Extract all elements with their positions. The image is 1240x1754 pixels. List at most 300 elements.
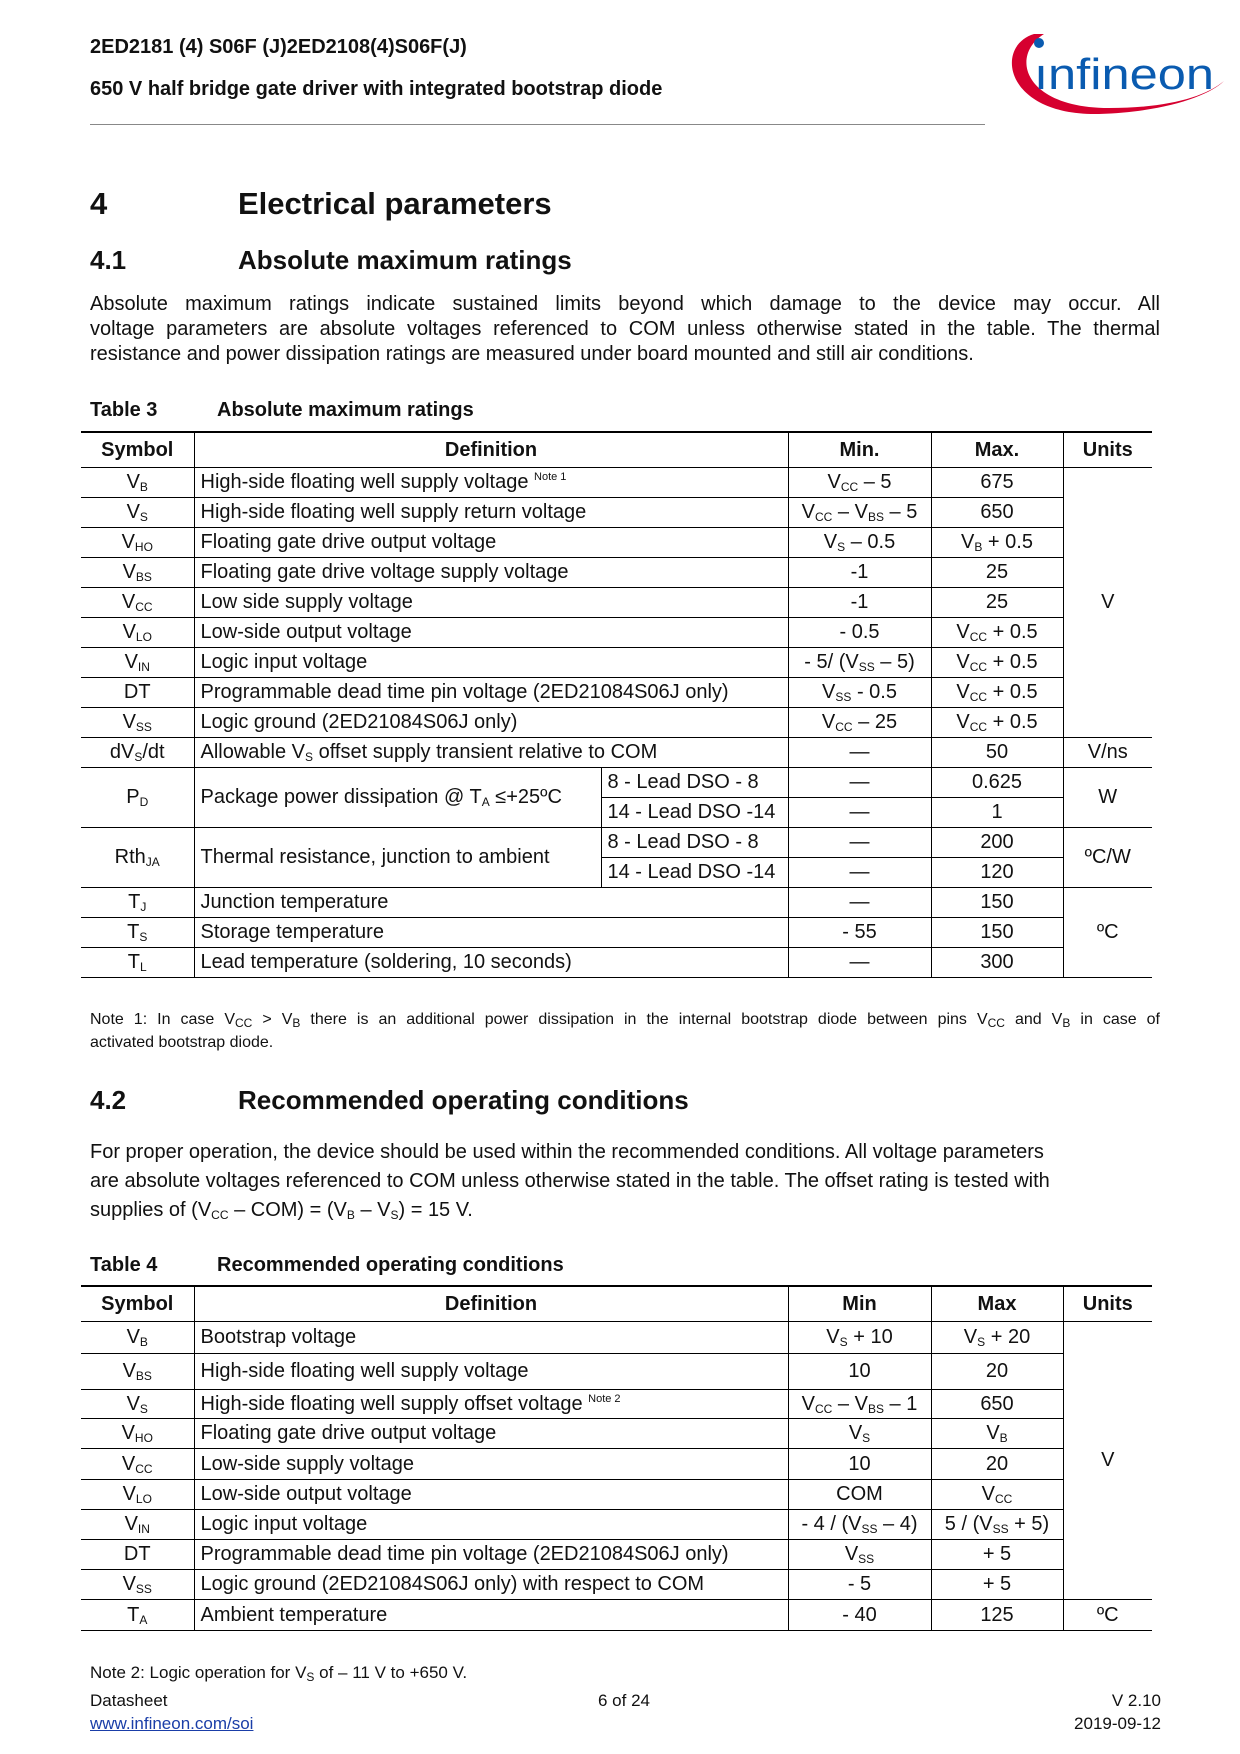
text-segment: + 0.5 <box>982 531 1033 553</box>
text-segment: 8 - Lead DSO - 8 <box>607 771 759 793</box>
max-cell <box>931 1449 1063 1480</box>
text-segment: voltage parameters are absolute voltages referenced to COM unless otherwise stated in the table. The thermal <box>90 318 1160 340</box>
text-segment: T <box>127 951 141 973</box>
table-row <box>81 1600 1152 1631</box>
text-segment: 14 - Lead DSO -14 <box>607 801 776 823</box>
text-segment: Floating gate drive output voltage <box>200 531 497 553</box>
text-segment: 20 <box>985 1360 1009 1382</box>
text-segment: V <box>122 711 136 733</box>
text-segment: Programmable dead time pin voltage (2ED21084S06J only) <box>200 681 729 703</box>
text-segment: Bootstrap voltage <box>200 1326 357 1348</box>
text-segment: V <box>126 1326 140 1348</box>
text-segment: - 5/ (V <box>804 651 859 673</box>
text-segment: Floating gate drive output voltage <box>200 1422 497 1444</box>
min-cell <box>788 498 931 528</box>
text-segment: Logic ground (2ED21084S06J only) with respect to COM <box>200 1573 705 1595</box>
symbol-cell <box>81 1449 194 1480</box>
min-cell <box>788 1600 931 1631</box>
section-4-2-number: 4.2 <box>90 1085 127 1115</box>
text-segment: -1 <box>850 561 869 583</box>
symbol-cell <box>81 498 194 528</box>
package-cell <box>601 798 788 828</box>
max-cell <box>931 1480 1063 1510</box>
table-header-row <box>81 1286 1152 1322</box>
header-min: Min <box>788 1286 931 1322</box>
definition-cell <box>194 1354 788 1390</box>
min-cell <box>788 1419 931 1449</box>
min-cell <box>788 1449 931 1480</box>
text-segment: — <box>849 831 870 853</box>
subscript: S <box>977 1335 986 1349</box>
text-segment: DT <box>123 1543 151 1565</box>
symbol-cell <box>81 918 194 948</box>
package-cell <box>601 828 788 858</box>
table-row <box>81 498 1152 528</box>
subscript: B <box>1062 1016 1071 1030</box>
definition-cell <box>194 1419 788 1449</box>
max-cell <box>931 918 1063 948</box>
subscript: CC <box>235 1016 253 1030</box>
section-4-number: 4 <box>90 186 108 221</box>
symbol-cell <box>81 888 194 918</box>
symbol-cell <box>81 648 194 678</box>
footer-date: 2019-09-12 <box>1074 1714 1161 1733</box>
text-segment: Logic input voltage <box>200 1513 368 1535</box>
subscript: SS <box>135 1582 152 1596</box>
text-segment: V <box>126 1392 140 1415</box>
definition-cell <box>194 648 788 678</box>
max-cell <box>931 498 1063 528</box>
package-cell <box>601 858 788 888</box>
min-cell <box>788 858 931 888</box>
text-segment: V <box>122 621 136 643</box>
subscript: SS <box>835 690 852 704</box>
subscript: SS <box>861 1522 878 1536</box>
text-segment: - 5 <box>847 1573 872 1595</box>
subscript: SS <box>992 1522 1009 1536</box>
max-cell <box>931 948 1063 978</box>
text-segment: Package power dissipation @ T <box>200 786 482 808</box>
text-segment: 50 <box>985 741 1009 763</box>
min-cell <box>788 678 931 708</box>
max-cell <box>931 1510 1063 1540</box>
header-definition: Definition <box>194 432 788 468</box>
min-cell <box>788 1510 931 1540</box>
subscript: CC <box>211 1208 229 1222</box>
min-cell <box>788 1540 931 1570</box>
definition-cell <box>194 1390 788 1419</box>
subscript: IN <box>137 1522 150 1536</box>
table-3-caption <box>90 399 474 422</box>
table-row <box>81 828 1152 858</box>
text-line <box>90 1167 1160 1196</box>
subscript: S <box>134 750 143 764</box>
text-segment: V <box>121 1422 135 1444</box>
subscript: CC <box>815 1401 833 1416</box>
table-row <box>81 1390 1152 1419</box>
subscript: BS <box>867 510 884 524</box>
text-line <box>90 342 1160 367</box>
max-cell <box>931 468 1063 498</box>
max-cell <box>931 858 1063 888</box>
table-row <box>81 918 1152 948</box>
text-segment: P <box>126 786 140 808</box>
min-cell <box>788 528 931 558</box>
definition-cell <box>194 1322 788 1354</box>
symbol-cell <box>81 768 194 828</box>
max-cell <box>931 738 1063 768</box>
subscript: S <box>839 1335 848 1349</box>
text-segment: resistance and power dissipation ratings are measured under board mounted and still air conditions. <box>90 343 974 365</box>
table-row <box>81 1480 1152 1510</box>
symbol-cell <box>81 1419 194 1449</box>
text-segment: - 40 <box>842 1603 877 1626</box>
table-row <box>81 1510 1152 1540</box>
units-cell: ºC <box>1063 888 1152 978</box>
text-segment: 10 <box>848 1452 871 1475</box>
text-segment: V <box>963 1326 978 1348</box>
subscript: HO <box>134 1431 153 1445</box>
symbol-cell <box>81 738 194 768</box>
text-segment: Absolute maximum ratings indicate sustained limits beyond which damage to the device may occur. All <box>90 293 1160 315</box>
max-cell <box>931 798 1063 828</box>
footer-version: V 2.10 <box>1111 1691 1161 1710</box>
text-line <box>90 1196 1160 1225</box>
header-definition: Definition <box>194 1286 788 1322</box>
section-4-2-title: Recommended operating conditions <box>238 1085 689 1115</box>
symbol-cell <box>81 558 194 588</box>
definition-cell <box>194 678 788 708</box>
definition-cell <box>194 1449 788 1480</box>
min-cell <box>788 798 931 828</box>
recommended-operating-conditions-table <box>81 1285 1152 1631</box>
text-segment: supplies of (V <box>90 1199 212 1221</box>
table-row <box>81 588 1152 618</box>
text-segment: — <box>849 951 870 973</box>
symbol-cell <box>81 1510 194 1540</box>
definition-cell <box>194 468 788 498</box>
subscript: SS <box>135 720 152 734</box>
text-segment: V <box>122 1483 136 1505</box>
text-segment: V <box>124 651 138 673</box>
text-segment: — <box>849 801 870 823</box>
subscript: S <box>862 1431 871 1445</box>
definition-cell <box>194 1510 788 1540</box>
min-cell <box>788 558 931 588</box>
min-cell <box>788 648 931 678</box>
text-segment: + 5 <box>982 1543 1012 1565</box>
units-cell: W <box>1063 768 1152 828</box>
text-segment: 25 <box>985 561 1009 583</box>
text-segment: V <box>986 1422 1000 1444</box>
text-segment: V <box>844 1543 859 1565</box>
text-segment: Storage temperature <box>200 921 384 943</box>
text-segment: V <box>956 621 970 643</box>
note-2 <box>90 1660 1160 1685</box>
subscript: HO <box>134 540 153 554</box>
subscript: CC <box>815 510 833 524</box>
text-segment: - 0.5 <box>839 621 880 643</box>
text-segment: High-side floating well supply offset voltage <box>200 1392 589 1415</box>
definition-cell <box>194 918 788 948</box>
table-row <box>81 558 1152 588</box>
header-symbol: Symbol <box>81 1286 194 1322</box>
table-row <box>81 1570 1152 1600</box>
units-cell: V <box>1063 1322 1152 1600</box>
max-cell <box>931 1600 1063 1631</box>
subscript: IN <box>137 660 150 674</box>
symbol-cell <box>81 948 194 978</box>
definition-cell <box>194 528 788 558</box>
min-cell <box>788 1480 931 1510</box>
text-segment: V <box>821 711 836 733</box>
text-segment: – 4) <box>877 1513 918 1535</box>
units-cell: ºC <box>1063 1600 1152 1631</box>
header-max: Max. <box>931 432 1063 468</box>
text-segment: - 0.5 <box>851 681 897 703</box>
subscript: CC <box>969 690 988 704</box>
min-cell <box>788 618 931 648</box>
table-4-number: Table 4 <box>90 1254 158 1276</box>
subscript: BS <box>135 570 152 584</box>
max-cell <box>931 618 1063 648</box>
symbol-cell <box>81 678 194 708</box>
subscript: CC <box>969 630 988 644</box>
text-segment: Programmable dead time pin voltage (2ED21084S06J only) <box>200 1543 729 1565</box>
text-segment: Note 1: In case V <box>90 1011 235 1028</box>
table-row <box>81 618 1152 648</box>
definition-cell <box>194 498 788 528</box>
max-cell <box>931 588 1063 618</box>
subscript: A <box>481 795 490 809</box>
subscript: B <box>999 1431 1008 1445</box>
document-subtitle: 650 V half bridge gate driver with integrated bootstrap diode <box>90 78 663 100</box>
note-reference: Note 1 <box>534 471 567 483</box>
min-cell <box>788 948 931 978</box>
text-segment: Allowable V <box>200 741 306 763</box>
subscript: S <box>390 1208 399 1222</box>
min-cell <box>788 1354 931 1390</box>
text-segment: + 0.5 <box>987 651 1038 673</box>
symbol-cell <box>81 828 194 888</box>
max-cell <box>931 1419 1063 1449</box>
text-segment: 0.625 <box>971 771 1023 793</box>
table-row <box>81 648 1152 678</box>
text-segment: Low-side supply voltage <box>200 1452 414 1475</box>
text-segment: Logic input voltage <box>200 651 368 673</box>
text-segment: offset supply transient relative to COM <box>313 741 658 763</box>
symbol-cell <box>81 1540 194 1570</box>
footer-website-link[interactable]: www.infineon.com/soi <box>90 1714 254 1733</box>
symbol-cell <box>81 1322 194 1354</box>
subscript: CC <box>135 600 153 614</box>
part-number: 2ED2181 (4) S06F (J)2ED2108(4)S06F(J) <box>90 36 467 58</box>
subscript: S <box>139 930 148 944</box>
text-segment: V <box>121 531 135 553</box>
subscript: CC <box>835 720 853 734</box>
units-cell: V <box>1063 468 1152 738</box>
min-cell <box>788 588 931 618</box>
subscript: SS <box>858 660 875 674</box>
text-segment: V <box>956 651 970 673</box>
subscript: CC <box>995 1492 1013 1506</box>
text-line <box>90 317 1160 342</box>
text-segment: V <box>124 1513 138 1535</box>
max-cell <box>931 1322 1063 1354</box>
table-row <box>81 1322 1152 1354</box>
header-min: Min. <box>788 432 931 468</box>
text-segment: 5 / (V <box>944 1513 993 1535</box>
text-segment: High-side floating well supply return voltage <box>200 501 587 523</box>
text-segment: – V <box>832 1392 868 1415</box>
section-4-1-paragraph <box>90 292 1160 367</box>
text-segment: Floating gate drive voltage supply voltage <box>200 561 569 583</box>
text-segment: V <box>801 1392 816 1415</box>
subscript: S <box>306 1670 315 1684</box>
definition-cell <box>194 1570 788 1600</box>
subscript: CC <box>135 1461 153 1476</box>
min-cell <box>788 468 931 498</box>
text-segment: Ambient temperature <box>200 1603 388 1626</box>
text-segment: + 5 <box>982 1573 1012 1595</box>
definition-cell <box>194 948 788 978</box>
text-segment: – 1 <box>883 1392 918 1415</box>
text-segment: are absolute voltages referenced to COM unless otherwise stated in the table. The offset rating is tested with <box>90 1170 1050 1192</box>
units-cell: ºC/W <box>1063 828 1152 888</box>
text-segment: 150 <box>980 891 1014 913</box>
symbol-cell <box>81 1600 194 1631</box>
table-header-row <box>81 432 1152 468</box>
subscript: B <box>139 1335 148 1349</box>
definition-cell <box>194 1600 788 1631</box>
table-row <box>81 738 1152 768</box>
text-segment: ≤+25ºC <box>489 786 562 808</box>
text-line <box>90 1138 1160 1167</box>
subscript: B <box>292 1016 301 1030</box>
text-segment: 25 <box>985 591 1009 613</box>
text-line <box>90 292 1160 317</box>
header-divider <box>90 124 985 125</box>
header-units: Units <box>1063 1286 1152 1322</box>
text-segment: V <box>126 501 140 523</box>
subscript: CC <box>969 660 988 674</box>
text-segment: V <box>121 1452 136 1475</box>
text-segment: T <box>128 891 141 913</box>
text-segment: V <box>122 1573 136 1595</box>
header-symbol: Symbol <box>81 432 194 468</box>
text-segment: -1 <box>850 591 869 613</box>
text-segment: V <box>826 1326 840 1348</box>
table-row <box>81 468 1152 498</box>
subscript: D <box>139 795 149 809</box>
subscript: BS <box>867 1401 884 1416</box>
text-segment: 200 <box>980 831 1014 853</box>
subscript: SS <box>858 1552 875 1566</box>
section-4-1-title: Absolute maximum ratings <box>238 245 572 275</box>
text-segment: 675 <box>980 471 1014 493</box>
footer-page-number: 6 of 24 <box>598 1691 650 1710</box>
max-cell <box>931 708 1063 738</box>
definition-cell <box>194 828 601 888</box>
subscript: J <box>140 900 147 914</box>
subscript: B <box>139 480 148 494</box>
symbol-cell <box>81 588 194 618</box>
text-segment: – V <box>354 1199 391 1221</box>
symbol-cell <box>81 1354 194 1390</box>
subscript: B <box>346 1208 355 1222</box>
subscript: JA <box>145 855 160 869</box>
units-cell: V/ns <box>1063 738 1152 768</box>
package-cell <box>601 768 788 798</box>
symbol-cell <box>81 708 194 738</box>
text-segment: > V <box>252 1011 293 1028</box>
subscript: LO <box>135 1492 152 1506</box>
text-segment: – COM) = (V <box>228 1199 347 1221</box>
header-units: Units <box>1063 432 1152 468</box>
subscript: LO <box>135 630 152 644</box>
text-segment: V <box>822 681 836 703</box>
text-segment: Low-side output voltage <box>200 1483 412 1505</box>
text-segment: High-side floating well supply voltage <box>200 1360 529 1382</box>
infineon-logo <box>1004 26 1229 121</box>
text-segment: DT <box>123 681 151 703</box>
text-segment: V <box>122 561 136 583</box>
text-segment: – 5) <box>874 651 915 673</box>
definition-cell <box>194 738 788 768</box>
text-segment: + 20 <box>985 1326 1031 1348</box>
text-segment: 20 <box>985 1452 1009 1475</box>
text-segment: V <box>956 711 970 733</box>
subscript: CC <box>969 720 988 734</box>
max-cell <box>931 1354 1063 1390</box>
header-max: Max <box>931 1286 1063 1322</box>
text-segment: 650 <box>980 501 1014 523</box>
table-4-title: Recommended operating conditions <box>217 1254 564 1276</box>
text-segment: COM <box>836 1483 883 1505</box>
min-cell <box>788 888 931 918</box>
text-segment: + 5) <box>1008 1513 1050 1535</box>
text-segment: Low-side output voltage <box>200 621 412 643</box>
text-segment: 125 <box>980 1603 1014 1626</box>
text-segment: T <box>127 921 140 943</box>
max-cell <box>931 888 1063 918</box>
definition-cell <box>194 618 788 648</box>
section-4-title: Electrical parameters <box>238 186 552 221</box>
subscript: S <box>139 510 148 524</box>
text-segment: there is an additional power dissipation in the internal bootstrap diode between pins V <box>300 1011 988 1028</box>
symbol-cell <box>81 618 194 648</box>
table-row <box>81 1540 1152 1570</box>
section-4-2-paragraph <box>90 1138 1160 1225</box>
text-segment: V <box>981 1483 995 1505</box>
text-segment: Logic ground (2ED21084S06J only) <box>200 711 518 733</box>
subscript: S <box>139 1401 148 1416</box>
text-segment: 14 - Lead DSO -14 <box>607 861 776 883</box>
subscript: CC <box>987 1016 1005 1030</box>
text-segment: Junction temperature <box>200 891 389 913</box>
text-segment: — <box>849 741 870 763</box>
table-3-number: Table 3 <box>90 399 158 421</box>
table-row <box>81 948 1152 978</box>
text-segment: /dt <box>142 741 165 763</box>
table-row <box>81 768 1152 798</box>
text-segment: – V <box>832 501 868 523</box>
table-row <box>81 888 1152 918</box>
note-reference: Note 2 <box>588 1392 621 1405</box>
text-segment: Note 2: Logic operation for V <box>90 1663 307 1682</box>
text-segment: V <box>122 1360 136 1382</box>
text-segment: Low side supply voltage <box>200 591 413 613</box>
